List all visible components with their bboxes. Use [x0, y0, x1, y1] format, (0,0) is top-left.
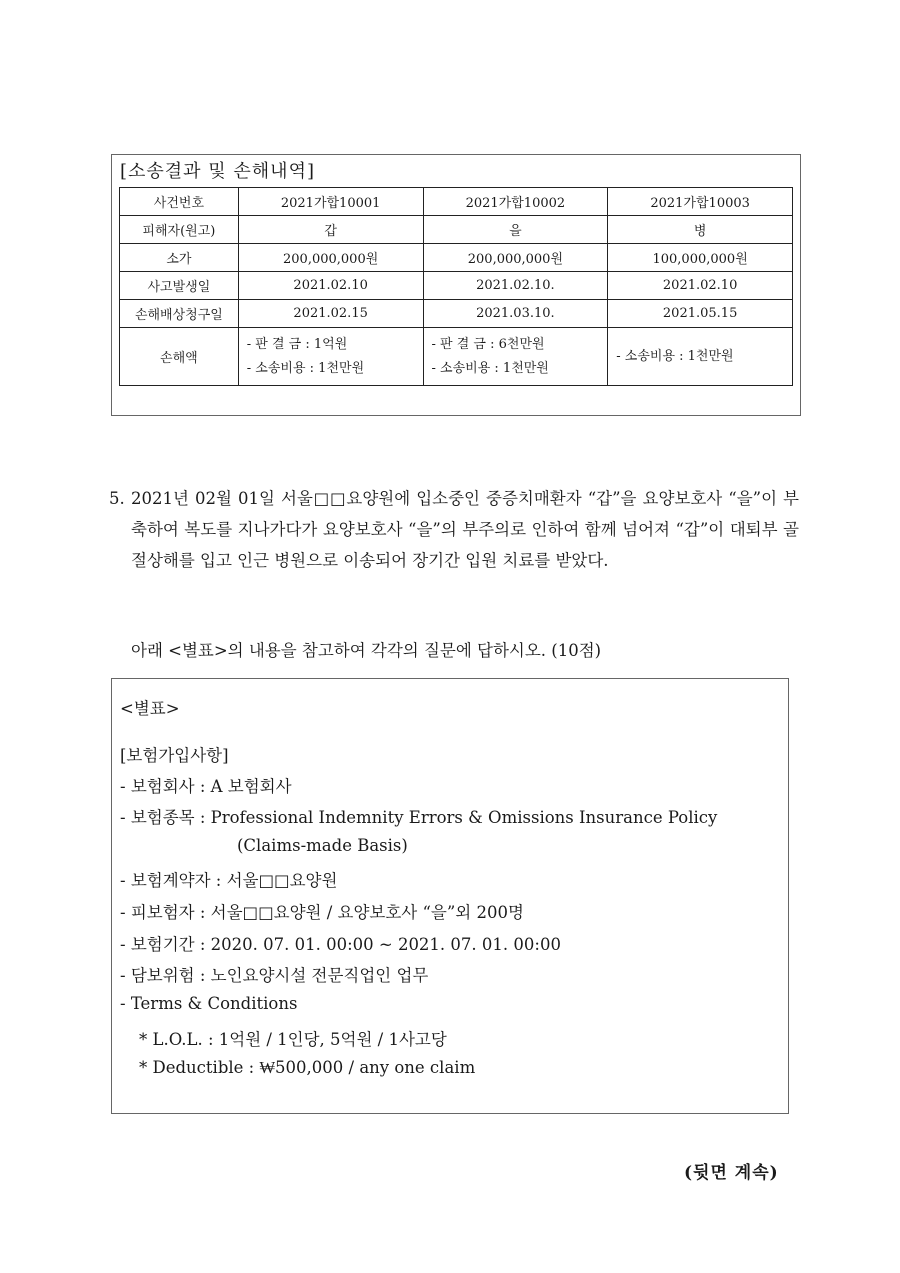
table-row [120, 300, 793, 328]
table-cell: 2021.03.10. [423, 300, 608, 328]
table-cell: 2021.02.10 [608, 272, 793, 300]
table-cell: 2021.05.15 [608, 300, 793, 328]
annex-section: [보험가입사항] [120, 746, 229, 765]
annex-item: (Claims-made Basis) [237, 836, 408, 855]
damage-line: - 판 결 금 : 6천만원 [431, 336, 545, 352]
table-cell: 2021.02.15 [238, 300, 423, 328]
row-label: 소가 [120, 244, 239, 272]
table-row [120, 244, 793, 272]
annex-item: - 피보험자 : 서울□□요양원 / 요양보호사 “을”외 200명 [120, 903, 524, 922]
table-cell: 100,000,000원 [608, 244, 793, 272]
question-number: 5. [109, 489, 125, 508]
continued-footer: (뒷면 계속) [684, 1163, 779, 1183]
table-cell [423, 328, 608, 386]
results-table [119, 187, 793, 386]
litigation-results-box [111, 154, 801, 416]
table-cell: 2021가합10002 [423, 188, 608, 216]
row-label: 피해자(원고) [120, 216, 239, 244]
question-text: 2021년 02월 01일 서울□□요양원에 입소중인 중증치매환자 “갑”을 요양보호사 “을”이 부축하여 복도를 지나가다가 요양보호사 “을”의 부주의로 인하여 함께 넘어져 “갑”이 대퇴부 골절상해를 입고 인근 병원으로 이송되어 장기간 입원 치료를 받았다. [131, 489, 799, 570]
table-cell: 2021가합10003 [608, 188, 793, 216]
annex-term: * L.O.L. : 1억원 / 1인당, 5억원 / 1사고당 [139, 1030, 447, 1049]
annex-item: - 보험종목 : Professional Indemnity Errors & Omissions Insurance Policy [120, 808, 718, 827]
question-5 [109, 483, 799, 576]
table-cell: 200,000,000원 [423, 244, 608, 272]
annex-item: - Terms & Conditions [120, 994, 298, 1013]
table-cell: 2021가합10001 [238, 188, 423, 216]
annex-term: * Deductible : ₩500,000 / any one claim [139, 1058, 476, 1077]
table-cell: 200,000,000원 [238, 244, 423, 272]
table-row [120, 272, 793, 300]
annex-item: - 보험회사 : A 보험회사 [120, 777, 292, 796]
damage-line: - 소송비용 : 1천만원 [616, 348, 734, 364]
results-title: [소송결과 및 손해내역] [120, 161, 315, 182]
damage-line: - 판 결 금 : 1억원 [246, 336, 348, 352]
table-cell: 2021.02.10. [423, 272, 608, 300]
table-cell: 병 [608, 216, 793, 244]
table-cell [238, 328, 423, 386]
table-row [120, 216, 793, 244]
table-row [120, 188, 793, 216]
row-label: 손해액 [120, 328, 239, 386]
damage-line: - 소송비용 : 1천만원 [431, 360, 549, 376]
table-cell: 2021.02.10 [238, 272, 423, 300]
table-cell [608, 328, 793, 386]
row-label: 사고발생일 [120, 272, 239, 300]
annex-title: <별표> [120, 699, 180, 718]
annex-box [111, 678, 789, 1114]
table-row [120, 328, 793, 386]
annex-item: - 담보위험 : 노인요양시설 전문직업인 업무 [120, 966, 429, 985]
damage-line: - 소송비용 : 1천만원 [246, 360, 365, 376]
row-label: 손해배상청구일 [120, 300, 239, 328]
table-cell: 을 [423, 216, 608, 244]
annex-item: - 보험기간 : 2020. 07. 01. 00:00 ~ 2021. 07. 01. 00:00 [120, 935, 561, 954]
annex-item: - 보험계약자 : 서울□□요양원 [120, 871, 338, 890]
instruction-text: 아래 <별표>의 내용을 참고하여 각각의 질문에 답하시오. (10점) [131, 641, 602, 660]
row-label: 사건번호 [120, 188, 239, 216]
table-cell: 갑 [238, 216, 423, 244]
